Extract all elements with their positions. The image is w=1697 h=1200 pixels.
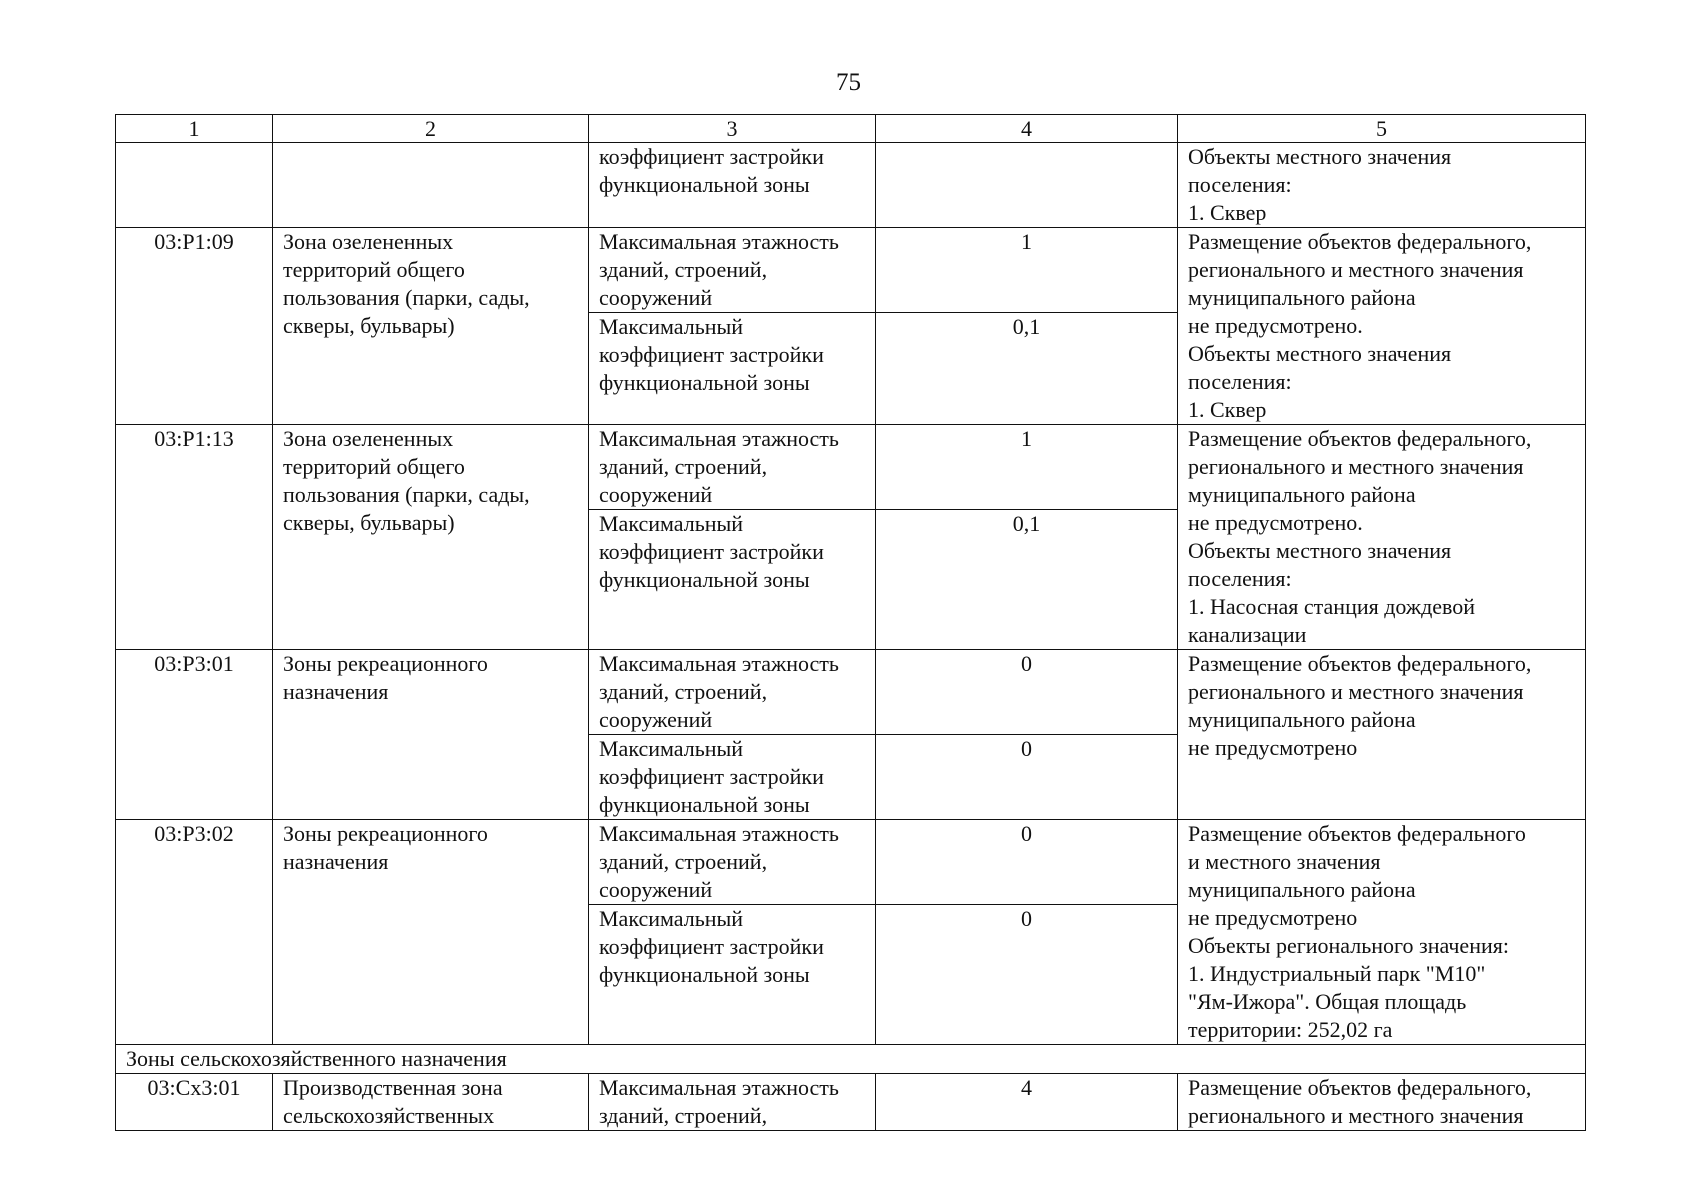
value-cell: 1 [876, 228, 1178, 313]
objects-line: Размещение объектов федерального, [1188, 229, 1532, 254]
param-line: Максимальный [599, 906, 744, 931]
objects-line: Объекты регионального значения: [1188, 933, 1509, 958]
objects-line: 1. Сквер [1188, 200, 1267, 225]
value-cell: 4 [876, 1074, 1178, 1131]
zone-row [116, 228, 1586, 313]
param-line: коэффициент застройки [599, 144, 824, 169]
value-cell [876, 143, 1178, 228]
zone-name-line: скверы, бульвары) [283, 313, 455, 338]
zone-name-line: пользования (парки, сады, [283, 482, 530, 507]
objects-line: поселения: [1188, 172, 1292, 197]
objects-line: муниципального района [1188, 285, 1416, 310]
zone-name-line: назначения [283, 679, 389, 704]
objects-line: не предусмотрено [1188, 735, 1358, 760]
param-line: сооружений [599, 285, 713, 310]
objects-cell [1178, 650, 1586, 820]
zone-name-line: пользования (парки, сады, [283, 285, 530, 310]
objects-line: Размещение объектов федерального [1188, 821, 1526, 846]
objects-line: 1. Сквер [1188, 397, 1267, 422]
objects-cell [1178, 228, 1586, 425]
zone-code: 03:Сх3:01 [116, 1074, 273, 1131]
value-cell: 1 [876, 425, 1178, 510]
zone-code: 03:Р1:09 [116, 228, 273, 425]
zone-code: 03:Р1:13 [116, 425, 273, 650]
section-heading-row [116, 1045, 1586, 1074]
param-line: коэффициент застройки [599, 342, 824, 367]
zone-name [273, 228, 589, 425]
param-line: функциональной зоны [599, 567, 810, 592]
objects-line: регионального и местного значения [1188, 257, 1524, 282]
zone-name-line: территорий общего [283, 454, 465, 479]
value-cell: 0 [876, 735, 1178, 820]
header-col-1: 1 [116, 115, 273, 143]
continuation-row [116, 143, 1586, 228]
objects-line: Размещение объектов федерального, [1188, 1075, 1532, 1100]
zone-name [273, 650, 589, 820]
zone-code: 03:Р3:02 [116, 820, 273, 1045]
param-cell [589, 1074, 876, 1131]
objects-cell [1178, 143, 1586, 228]
objects-line: территории: 252,02 га [1188, 1017, 1393, 1042]
name-cell [273, 143, 589, 228]
param-line: сооружений [599, 707, 713, 732]
param-cell [589, 313, 876, 425]
zone-name [273, 425, 589, 650]
zones-table [115, 114, 1586, 1131]
param-cell [589, 905, 876, 1045]
zone-name-line: Производственная зона [283, 1075, 503, 1100]
objects-line: Размещение объектов федерального, [1188, 426, 1532, 451]
code-cell [116, 143, 273, 228]
zone-row [116, 820, 1586, 905]
objects-line: канализации [1188, 622, 1307, 647]
param-line: Максимальная этажность [599, 426, 839, 451]
objects-line: регионального и местного значения [1188, 679, 1524, 704]
objects-line: муниципального района [1188, 877, 1416, 902]
objects-cell [1178, 1074, 1586, 1131]
objects-line: регионального и местного значения [1188, 1103, 1524, 1128]
objects-line: 1. Насосная станция дождевой [1188, 594, 1476, 619]
param-cell [589, 735, 876, 820]
zone-row [116, 650, 1586, 735]
zone-name-line: скверы, бульвары) [283, 510, 455, 535]
param-line: Максимальный [599, 736, 744, 761]
objects-line: и местного значения [1188, 849, 1381, 874]
header-col-3: 3 [589, 115, 876, 143]
value-cell: 0 [876, 650, 1178, 735]
param-line: Максимальная этажность [599, 821, 839, 846]
zone-row [116, 425, 1586, 510]
param-line: зданий, строений, [599, 679, 768, 704]
param-cell [589, 228, 876, 313]
param-line: Максимальная этажность [599, 229, 839, 254]
zone-name-line: Зоны рекреационного [283, 651, 488, 676]
param-cell [589, 143, 876, 228]
param-line: функциональной зоны [599, 172, 810, 197]
objects-cell [1178, 425, 1586, 650]
value-cell: 0,1 [876, 510, 1178, 650]
param-line: сооружений [599, 877, 713, 902]
param-cell [589, 650, 876, 735]
header-col-2: 2 [273, 115, 589, 143]
zone-name-line: сельскохозяйственных [283, 1103, 495, 1128]
objects-line: "Ям-Ижора". Общая площадь [1188, 989, 1467, 1014]
zone-row [116, 1074, 1586, 1131]
param-line: Максимальный [599, 511, 744, 536]
page-number: 75 [836, 69, 861, 96]
header-row [116, 115, 1586, 143]
zone-name-line: Зона озелененных [283, 426, 454, 451]
param-cell [589, 425, 876, 510]
objects-line: не предусмотрено. [1188, 313, 1363, 338]
objects-line: регионального и местного значения [1188, 454, 1524, 479]
value-cell: 0 [876, 820, 1178, 905]
objects-line: муниципального района [1188, 707, 1416, 732]
zone-code: 03:Р3:01 [116, 650, 273, 820]
param-cell [589, 820, 876, 905]
value-cell: 0,1 [876, 313, 1178, 425]
objects-line: 1. Индустриальный парк "М10" [1188, 961, 1486, 986]
param-line: коэффициент застройки [599, 539, 824, 564]
param-line: коэффициент застройки [599, 934, 824, 959]
value-cell: 0 [876, 905, 1178, 1045]
objects-line: поселения: [1188, 566, 1292, 591]
zone-name-line: Зоны рекреационного [283, 821, 488, 846]
param-line: функциональной зоны [599, 792, 810, 817]
zone-name-line: назначения [283, 849, 389, 874]
param-line: коэффициент застройки [599, 764, 824, 789]
zone-name-line: Зона озелененных [283, 229, 454, 254]
param-cell [589, 510, 876, 650]
param-line: зданий, строений, [599, 454, 768, 479]
param-line: функциональной зоны [599, 370, 810, 395]
objects-cell [1178, 820, 1586, 1045]
section-heading: Зоны сельскохозяйственного назначения [116, 1045, 1586, 1074]
param-line: Максимальная этажность [599, 1075, 839, 1100]
objects-line: поселения: [1188, 369, 1292, 394]
objects-line: Размещение объектов федерального, [1188, 651, 1532, 676]
zone-name-line: территорий общего [283, 257, 465, 282]
zone-name [273, 820, 589, 1045]
param-line: зданий, строений, [599, 257, 768, 282]
param-line: Максимальный [599, 314, 744, 339]
zone-name [273, 1074, 589, 1131]
header-col-5: 5 [1178, 115, 1586, 143]
param-line: зданий, строений, [599, 1103, 768, 1128]
objects-line: не предусмотрено [1188, 905, 1358, 930]
objects-line: Объекты местного значения [1188, 538, 1452, 563]
param-line: зданий, строений, [599, 849, 768, 874]
param-line: сооружений [599, 482, 713, 507]
header-col-4: 4 [876, 115, 1178, 143]
objects-line: не предусмотрено. [1188, 510, 1363, 535]
objects-line: Объекты местного значения [1188, 144, 1452, 169]
objects-line: Объекты местного значения [1188, 341, 1452, 366]
param-line: функциональной зоны [599, 962, 810, 987]
param-line: Максимальная этажность [599, 651, 839, 676]
objects-line: муниципального района [1188, 482, 1416, 507]
